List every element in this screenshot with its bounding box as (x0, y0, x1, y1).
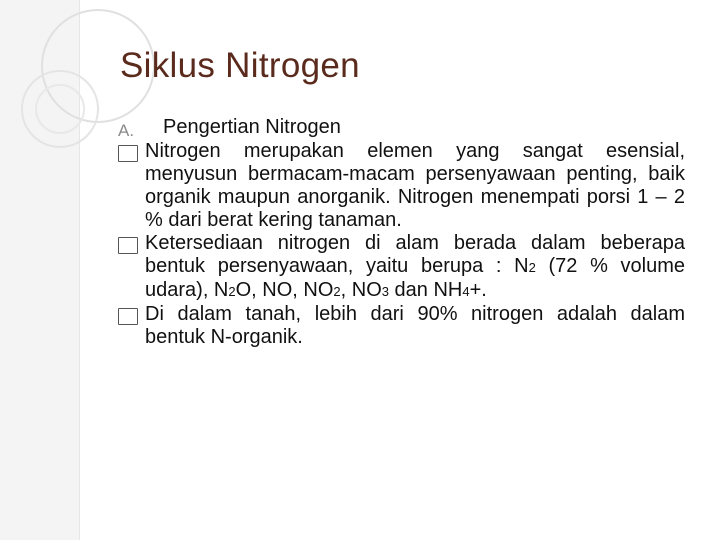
subscript: 2 (528, 260, 536, 275)
text-fragment: +. (469, 279, 487, 301)
text-fragment: (72 % volume udara), N (145, 255, 685, 301)
subscript: 3 (381, 284, 389, 299)
slide-content (118, 116, 685, 349)
text-fragment: , NO (340, 279, 382, 301)
bullet-text (145, 232, 685, 303)
bullet-item-availability (118, 232, 685, 303)
slide-title: Siklus Nitrogen (120, 46, 360, 85)
section-heading (118, 116, 685, 140)
subscript: 2 (333, 284, 341, 299)
subscript: 2 (228, 284, 236, 299)
subscript: 4 (462, 284, 470, 299)
bullet-item-definition (118, 140, 685, 232)
text-fragment: Ketersediaan nitrogen di alam berada dalam beberapa bentuk persenyawaan, yaitu berupa : N (145, 232, 685, 277)
text-fragment: O, NO, NO (235, 279, 334, 301)
bullet-text: Di dalam tanah, lebih dari 90% nitrogen adalah dalam bentuk N-organik. (145, 303, 685, 348)
bullet-item-soil (118, 303, 685, 349)
checkbox-bullet-icon (118, 145, 138, 162)
inner-circle-outline (36, 85, 84, 133)
bullet-text: Nitrogen merupakan elemen yang sangat esensial, menyusun bermacam-macam persenyawaan penting, baik organik maupun anorganik. Nitrogen menempati porsi 1 – 2 % dari berat kering tanaman. (145, 140, 685, 231)
text-fragment: dan NH (389, 279, 463, 301)
medium-circle-outline (22, 71, 98, 147)
section-marker: A. (118, 121, 135, 140)
checkbox-bullet-icon (118, 308, 138, 325)
checkbox-bullet-icon (118, 237, 138, 254)
section-heading-text: Pengertian Nitrogen (163, 116, 341, 138)
